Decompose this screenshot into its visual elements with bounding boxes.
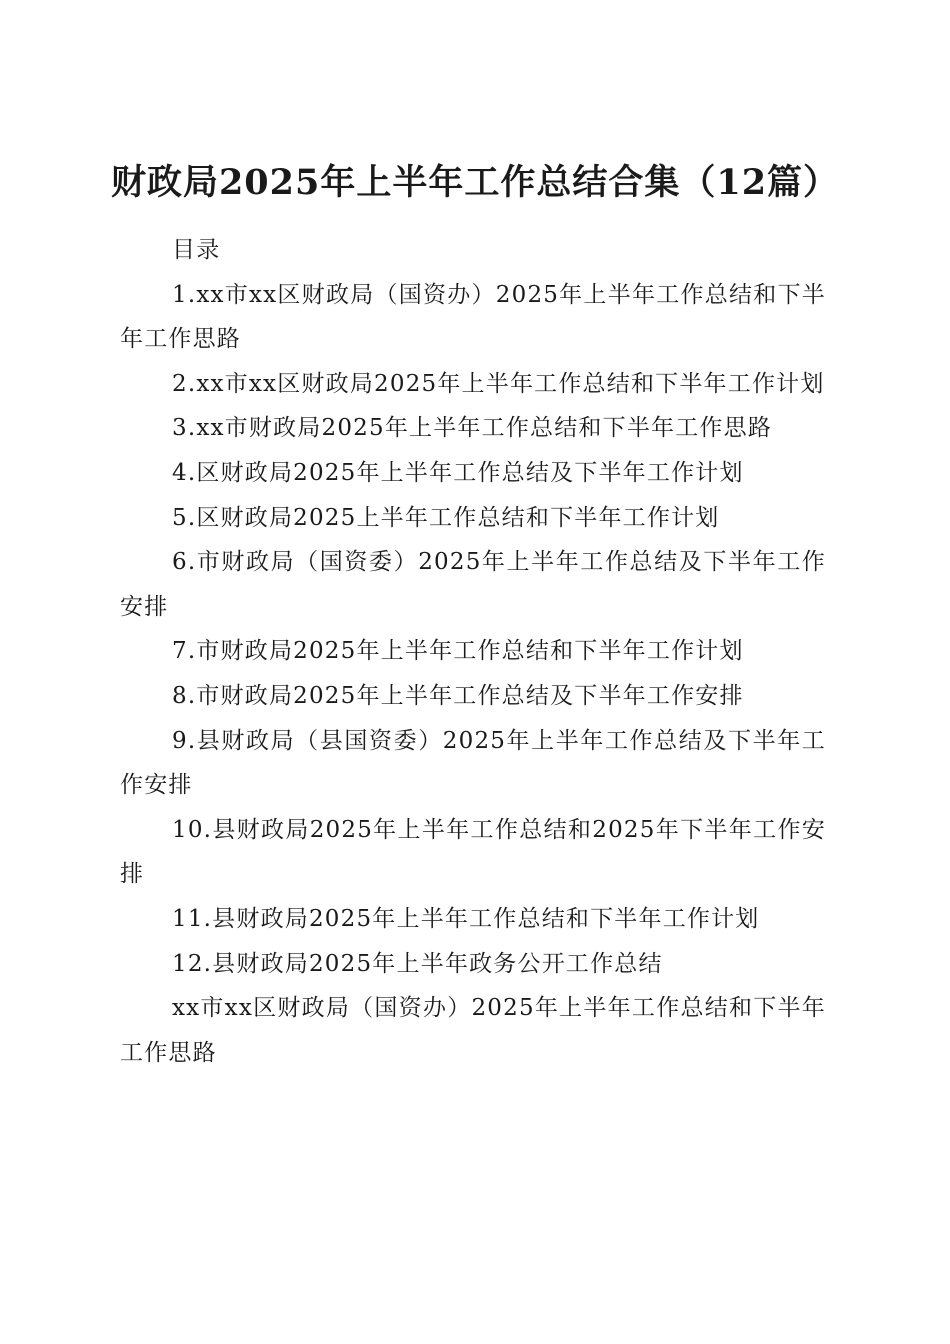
- toc-item-1: 1.xx市xx区财政局（国资办）2025年上半年工作总结和下半年工作思路: [120, 281, 826, 353]
- toc-item-12: 12.县财政局2025年上半年政务公开工作总结: [172, 950, 663, 977]
- toc-item-11: 11.县财政局2025年上半年工作总结和下半年工作计划: [172, 905, 760, 932]
- section-heading: xx市xx区财政局（国资办）2025年上半年工作总结和下半年工作思路: [120, 995, 826, 1066]
- toc-item-10: 10.县财政局2025年上半年工作总结和2025年下半年工作安排: [120, 816, 826, 888]
- toc-heading: 目录: [172, 237, 221, 263]
- toc-item-8: 8.市财政局2025年上半年工作总结及下半年工作安排: [172, 682, 744, 709]
- toc-item-5: 5.区财政局2025上半年工作总结和下半年工作计划: [172, 504, 720, 531]
- toc-item-3: 3.xx市财政局2025年上半年工作总结和下半年工作思路: [172, 415, 773, 442]
- document-title: 财政局2025年上半年工作总结合集（12篇）: [110, 162, 840, 204]
- toc-item-6: 6.市财政局（国资委）2025年上半年工作总结及下半年工作安排: [120, 549, 826, 620]
- toc-item-4: 4.区财政局2025年上半年工作总结及下半年工作计划: [172, 459, 744, 486]
- document-body: [120, 228, 826, 1075]
- toc-item-7: 7.市财政局2025年上半年工作总结和下半年工作计划: [172, 638, 744, 665]
- toc-item-9: 9.县财政局（县国资委）2025年上半年工作总结及下半年工作安排: [120, 727, 826, 799]
- toc-item-2: 2.xx市xx区财政局2025年上半年工作总结和下半年工作计划: [172, 370, 825, 397]
